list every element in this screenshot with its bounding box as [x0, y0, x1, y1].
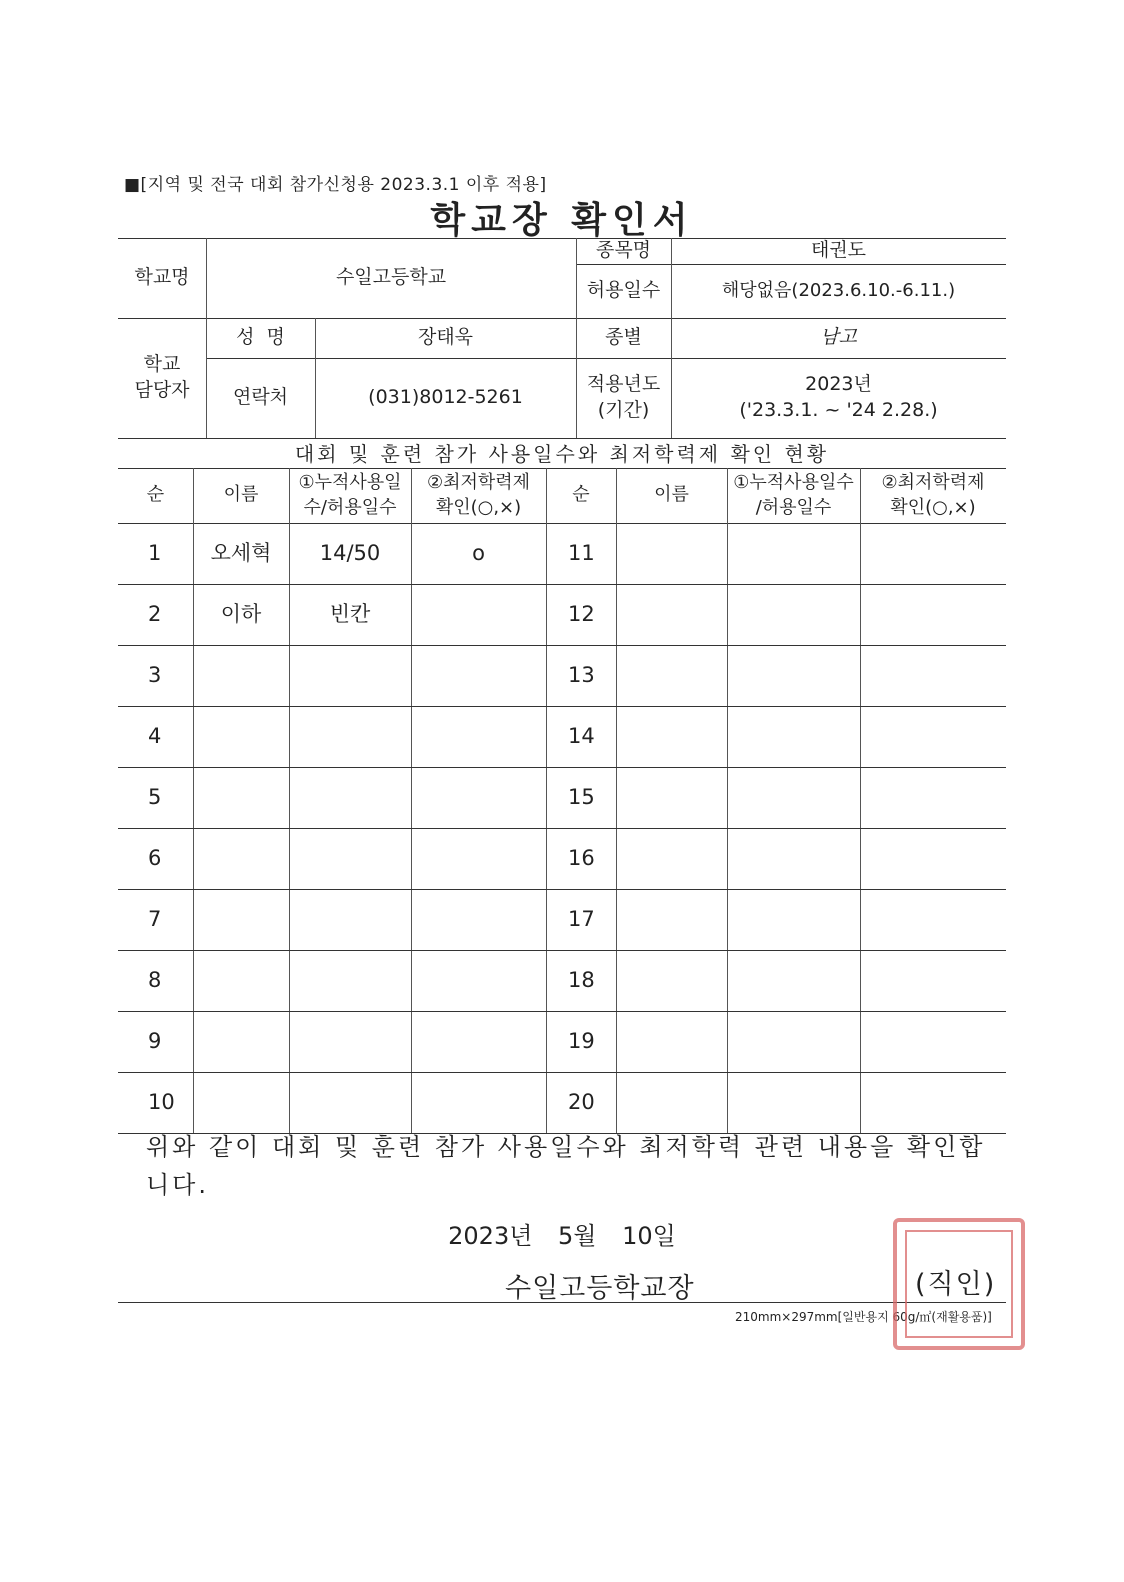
- row-seq: 8: [148, 968, 162, 993]
- row-name: 오세혁: [210, 541, 272, 566]
- row-days-2: [727, 828, 860, 889]
- row-name-2: [616, 523, 727, 584]
- row-check: [411, 706, 546, 767]
- row-seq: 3: [148, 663, 162, 688]
- row-seq: 10: [148, 1090, 175, 1115]
- row-seq: 9: [148, 1029, 162, 1054]
- sport-label: 종목명: [595, 239, 652, 262]
- row-name-2: [616, 1011, 727, 1072]
- row-seq-2: 15: [568, 785, 595, 810]
- row-days: 14/50: [319, 541, 381, 566]
- name-label: 성 명: [236, 326, 285, 349]
- row-check-2: [860, 1011, 1006, 1072]
- row-check: [411, 828, 546, 889]
- col-check: ②최저학력제 확인(○,×): [426, 472, 531, 518]
- row-check-2: [860, 889, 1006, 950]
- row-days-2: [727, 523, 860, 584]
- sport-value: 태권도: [810, 239, 867, 262]
- issue-date: 2023년 5월 10일: [448, 1222, 676, 1250]
- row-days-2: [727, 645, 860, 706]
- row-seq-2: 18: [568, 968, 595, 993]
- info-bottom-border: [118, 438, 1006, 439]
- row-name: [193, 950, 289, 1011]
- col-seq-2: 순: [572, 484, 590, 506]
- section-title: 대회 및 훈련 참가 사용일수와 최저학력제 확인 현황: [294, 441, 830, 466]
- row-name: [193, 767, 289, 828]
- row-seq-2: 19: [568, 1029, 595, 1054]
- row-seq: 7: [148, 907, 162, 932]
- row-days: [289, 767, 411, 828]
- row-check-2: [860, 523, 1006, 584]
- row-seq-2: 17: [568, 907, 595, 932]
- row-seq: 1: [148, 541, 162, 566]
- seal-label: (직인): [915, 1269, 997, 1300]
- confirmation-text: 위와 같이 대회 및 훈련 참가 사용일수와 최저학력 관련 내용을 확인합니다.: [146, 1133, 986, 1200]
- row-days-2: [727, 1011, 860, 1072]
- phone-label: 연락처: [232, 386, 289, 409]
- row-days: [289, 889, 411, 950]
- row-days: 빈칸: [329, 602, 371, 627]
- row-seq-2: 20: [568, 1090, 595, 1115]
- col-name-2: 이름: [654, 484, 689, 506]
- year-label: 적용년도 (기간): [586, 373, 661, 421]
- row-name: [193, 1011, 289, 1072]
- row-name: 이하: [220, 602, 262, 627]
- row-name: [193, 645, 289, 706]
- row-check: [411, 950, 546, 1011]
- year-period: ('23.3.1. ~ '24 2.28.): [739, 399, 938, 421]
- row-days: [289, 1072, 411, 1133]
- col-days: ①누적사용일 수/허용일수: [298, 472, 402, 518]
- row-check: o: [472, 541, 485, 566]
- row-check: [411, 1011, 546, 1072]
- row-name-2: [616, 645, 727, 706]
- row-check: [411, 584, 546, 645]
- row-name-2: [616, 767, 727, 828]
- col-days-2: ①누적사용일수 /허용일수: [733, 472, 854, 518]
- year-value: 2023년: [805, 373, 872, 396]
- row-name: [193, 706, 289, 767]
- gender-label: 종별: [605, 326, 642, 349]
- row-seq-2: 16: [568, 846, 595, 871]
- allowed-days-label: 허용일수: [586, 279, 661, 302]
- allowed-days-value: 해당없음(2023.6.10.-6.11.): [721, 279, 956, 301]
- contact-name: 장태욱: [417, 326, 474, 349]
- row-days-2: [727, 950, 860, 1011]
- row-days: [289, 1011, 411, 1072]
- col-name: 이름: [223, 484, 259, 506]
- document-title: 학교장 확인서: [430, 200, 694, 241]
- contact-group-label: 학교 담당자: [134, 353, 190, 401]
- row-days-2: [727, 584, 860, 645]
- row-days: [289, 706, 411, 767]
- row-check-2: [860, 645, 1006, 706]
- row-check: [411, 889, 546, 950]
- col-check-2: ②최저학력제 확인(○,×): [881, 472, 985, 518]
- row-days-2: [727, 889, 860, 950]
- footer-line: [118, 1302, 1006, 1303]
- row-check-2: [860, 584, 1006, 645]
- row-name: [193, 828, 289, 889]
- row-days-2: [727, 706, 860, 767]
- row-name: [193, 1072, 289, 1133]
- row-seq-2: 12: [568, 602, 595, 627]
- col-seq: 순: [146, 484, 165, 506]
- row-check: [411, 1072, 546, 1133]
- phone-value: (031)8012-5261: [368, 386, 523, 409]
- school-label: 학교명: [134, 266, 190, 289]
- row-days: [289, 645, 411, 706]
- row-name-2: [616, 1072, 727, 1133]
- row-seq-2: 14: [568, 724, 595, 749]
- principal-name: 수일고등학교장: [505, 1273, 695, 1304]
- row-check-2: [860, 1072, 1006, 1133]
- row-name-2: [616, 828, 727, 889]
- row-seq-2: 11: [568, 541, 595, 566]
- row-name-2: [616, 889, 727, 950]
- row-name-2: [616, 584, 727, 645]
- row-days: [289, 828, 411, 889]
- row-seq: 5: [148, 785, 162, 810]
- row-check-2: [860, 950, 1006, 1011]
- row-seq-2: 13: [568, 663, 595, 688]
- year-value-cell: [671, 358, 1006, 438]
- row-name: [193, 889, 289, 950]
- row-days: [289, 950, 411, 1011]
- gender-value: 남고: [820, 326, 857, 349]
- row-check-2: [860, 767, 1006, 828]
- row-check: [411, 767, 546, 828]
- row-seq: 4: [148, 724, 162, 749]
- row-days-2: [727, 1072, 860, 1133]
- row-check-2: [860, 828, 1006, 889]
- row-seq: 2: [148, 602, 162, 627]
- form-usage-note: ■[지역 및 전국 대회 참가신청용 2023.3.1 이후 적용]: [124, 175, 547, 195]
- row-check: [411, 645, 546, 706]
- paper-spec: 210mm×297mm[일반용지 60g/㎡(재활용품)]: [735, 1310, 992, 1324]
- school-name: 수일고등학교: [335, 266, 447, 289]
- row-name-2: [616, 950, 727, 1011]
- row-name-2: [616, 706, 727, 767]
- row-days-2: [727, 767, 860, 828]
- row-seq: 6: [148, 846, 162, 871]
- row-check-2: [860, 706, 1006, 767]
